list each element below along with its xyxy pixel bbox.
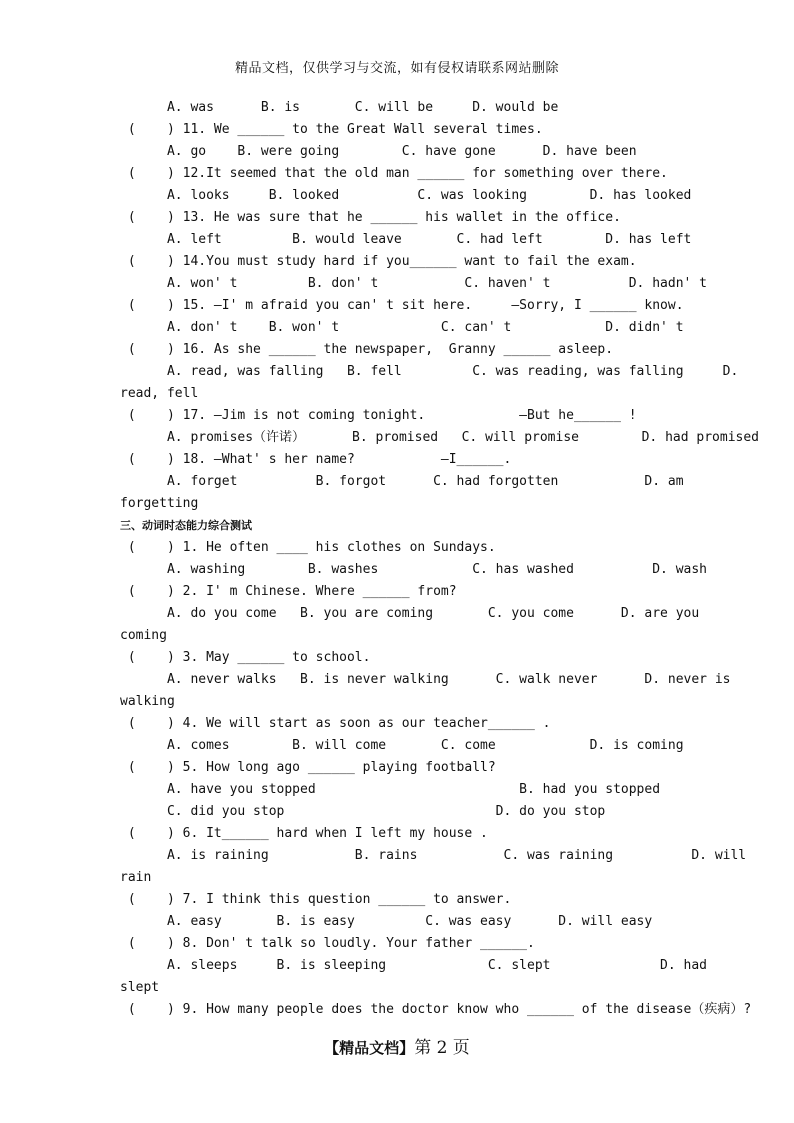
question-6: ( ) 6. It______ hard when I left my house .: [120, 826, 488, 841]
answer-options: A. forget B. forgot C. had forgotten D. am: [120, 474, 684, 489]
answer-options-wrap: read, fell: [120, 386, 199, 401]
question-2: ( ) 2. I' m Chinese. Where ______ from?: [120, 584, 457, 599]
question-16: ( ) 16. As she ______ the newspaper, Granny ______ asleep.: [120, 342, 614, 357]
answer-options: A. promises（许诺） B. promised C. will promise D. had promised: [120, 430, 759, 445]
answer-options: A. read, was falling B. fell C. was reading, was falling D.: [120, 364, 739, 379]
answer-options: A. do you come B. you are coming C. you come D. are you: [120, 606, 700, 621]
footer-tag: 【精品文档】: [324, 1039, 415, 1057]
question-11: ( ) 11. We ______ to the Great Wall several times.: [120, 122, 543, 137]
answer-options: A. go B. were going C. have gone D. have been: [120, 144, 637, 159]
answer-options: C. did you stop D. do you stop: [120, 804, 606, 819]
page-number: 第 2 页: [414, 1038, 470, 1058]
answer-options: A. don' t B. won' t C. can' t D. didn' t: [120, 320, 684, 335]
answer-options: A. is raining B. rains C. was raining D. will: [120, 848, 747, 863]
answer-options-wrap: forgetting: [120, 496, 199, 511]
question-17: ( ) 17. —Jim is not coming tonight. —But he______ !: [120, 408, 637, 423]
section-heading: 三、动词时态能力综合测试: [120, 519, 252, 532]
question-8: ( ) 8. Don' t talk so loudly. Your father ______.: [120, 936, 535, 951]
answer-options: A. comes B. will come C. come D. is coming: [120, 738, 684, 753]
answer-options: A. never walks B. is never walking C. walk never D. never is: [120, 672, 731, 687]
answer-options: A. was B. is C. will be D. would be: [120, 100, 559, 115]
answer-options: A. sleeps B. is sleeping C. slept D. had: [120, 958, 707, 973]
question-14: ( ) 14.You must study hard if you______ want to fail the exam.: [120, 254, 637, 269]
question-13: ( ) 13. He was sure that he ______ his wallet in the office.: [120, 210, 621, 225]
page-footer: [0, 1033, 794, 1058]
question-7: ( ) 7. I think this question ______ to answer.: [120, 892, 512, 907]
answer-options-wrap: coming: [120, 628, 167, 643]
question-18: ( ) 18. —What' s her name? —I______.: [120, 452, 512, 467]
question-4: ( ) 4. We will start as soon as our teacher______ .: [120, 716, 551, 731]
answer-options: A. won' t B. don' t C. haven' t D. hadn' t: [120, 276, 707, 291]
question-5: ( ) 5. How long ago ______ playing football?: [120, 760, 496, 775]
answer-options: A. washing B. washes C. has washed D. wash: [120, 562, 707, 577]
answer-options-wrap: rain: [120, 870, 152, 885]
answer-options-wrap: slept: [120, 980, 160, 995]
answer-options: A. have you stopped B. had you stopped: [120, 782, 661, 797]
question-9: ( ) 9. How many people does the doctor know who ______ of the disease（疾病）?: [120, 1002, 752, 1017]
question-15: ( ) 15. —I' m afraid you can' t sit here. —Sorry, I ______ know.: [120, 298, 684, 313]
answer-options: A. left B. would leave C. had left D. has left: [120, 232, 692, 247]
answer-options: A. looks B. looked C. was looking D. has looked: [120, 188, 692, 203]
page-header: 精品文档，仅供学习与交流，如有侵权请联系网站删除: [234, 61, 559, 76]
answer-options-wrap: walking: [120, 694, 175, 709]
question-3: ( ) 3. May ______ to school.: [120, 650, 371, 665]
question-1: ( ) 1. He often ____ his clothes on Sundays.: [120, 540, 496, 555]
answer-options: A. easy B. is easy C. was easy D. will easy: [120, 914, 653, 929]
question-12: ( ) 12.It seemed that the old man ______ for something over there.: [120, 166, 668, 181]
